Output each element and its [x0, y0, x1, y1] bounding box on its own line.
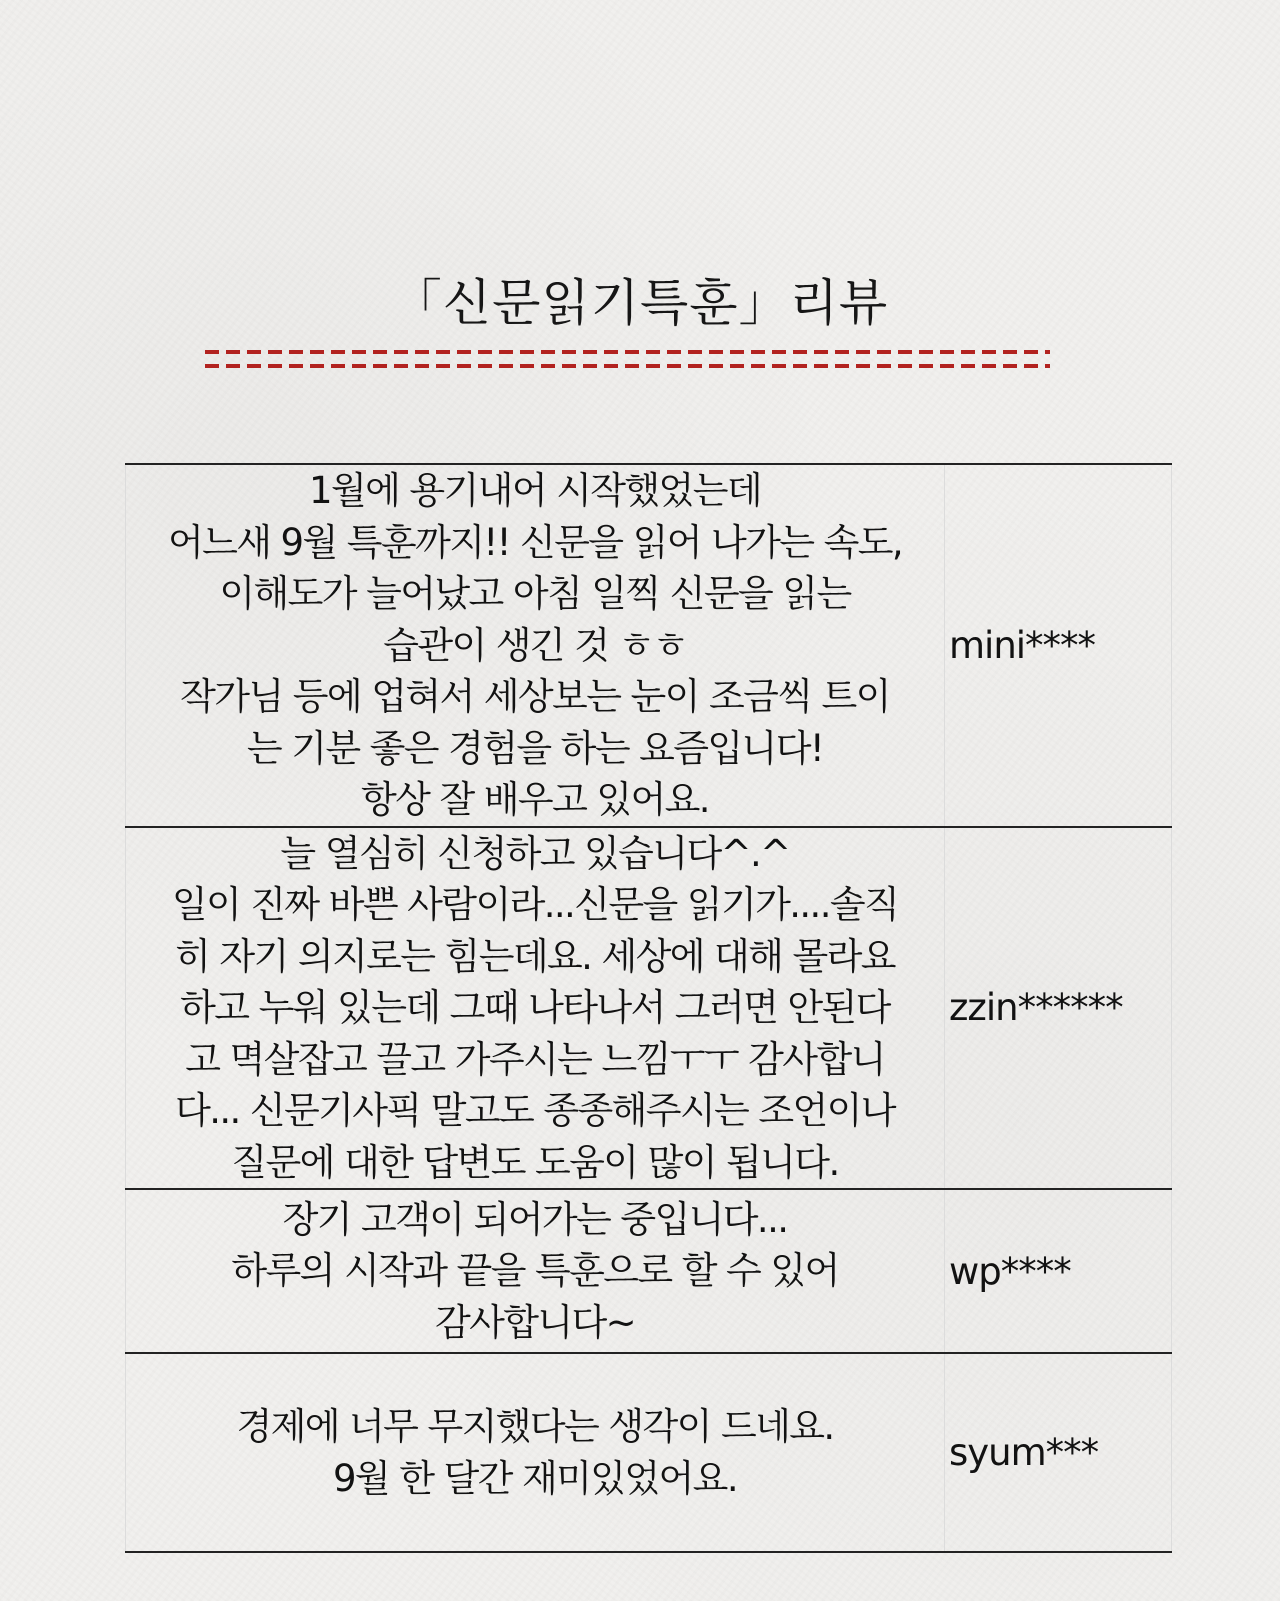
review-author: mini**** [949, 623, 1096, 667]
review-text-cell [126, 827, 945, 1190]
review-line: 질문에 대한 답변도 도움이 많이 됩니다. [231, 1140, 839, 1184]
review-author: syum*** [949, 1431, 1099, 1474]
review-line: 1월에 용기내어 시작했었는데 [309, 469, 761, 512]
review-line: 는 기분 좋은 경험을 하는 요즘입니다! [246, 726, 824, 770]
review-line: 하고 누워 있는데 그때 나타나서 그러면 안된다 [180, 986, 890, 1029]
review-author-cell [945, 464, 1172, 827]
review-line: 히 자기 의지로는 힘는데요. 세상에 대해 몰라요 [175, 934, 895, 978]
review-line: 다... 신문기사픽 말고도 종종해주시는 조언이나 [175, 1089, 895, 1132]
page-title: 「신문읽기특훈」리뷰 [391, 274, 889, 332]
review-author-cell [945, 827, 1172, 1190]
review-line: 항상 잘 배우고 있어요. [361, 778, 709, 821]
review-row [126, 1189, 1172, 1353]
review-line: 감사합니다~ [434, 1300, 636, 1344]
review-row [126, 827, 1172, 1190]
title-divider-dashed-top [205, 350, 1050, 354]
review-row [126, 1353, 1172, 1552]
review-line: 늘 열심히 신청하고 있습니다^.^ [280, 831, 790, 875]
review-line: 습관이 생긴 것 ㅎㅎ [383, 623, 687, 667]
review-line: 어느새 9월 특훈까지!! 신문을 읽어 나가는 속도, [167, 520, 903, 564]
review-author-cell [945, 1353, 1172, 1552]
review-line: 하루의 시작과 끝을 특훈으로 할 수 있어 [231, 1249, 839, 1293]
review-author: wp**** [949, 1249, 1071, 1293]
review-line: 고 멱살잡고 끌고 가주시는 느낌ㅜㅜ 감사합니 [185, 1037, 885, 1081]
review-line: 9월 한 달간 재미있었어요. [332, 1456, 737, 1500]
review-text-cell [126, 1189, 945, 1353]
review-table [125, 463, 1172, 1553]
review-text-cell [126, 1353, 945, 1552]
review-row [126, 464, 1172, 827]
review-line: 경제에 너무 무지했다는 생각이 드네요. [236, 1405, 834, 1448]
review-line: 이해도가 늘어났고 아침 일찍 신문을 읽는 [219, 572, 851, 615]
review-author-cell [945, 1189, 1172, 1353]
title-divider-dashed-bottom [205, 364, 1050, 368]
review-line: 장기 고객이 되어가는 중입니다... [282, 1197, 788, 1241]
review-text-cell [126, 464, 945, 827]
review-author: zzin****** [949, 986, 1123, 1030]
review-line: 작가님 등에 업혀서 세상보는 눈이 조금씩 트이 [180, 675, 890, 718]
review-line: 일이 진짜 바쁜 사람이라...신문을 읽기가....솔직 [171, 883, 899, 926]
